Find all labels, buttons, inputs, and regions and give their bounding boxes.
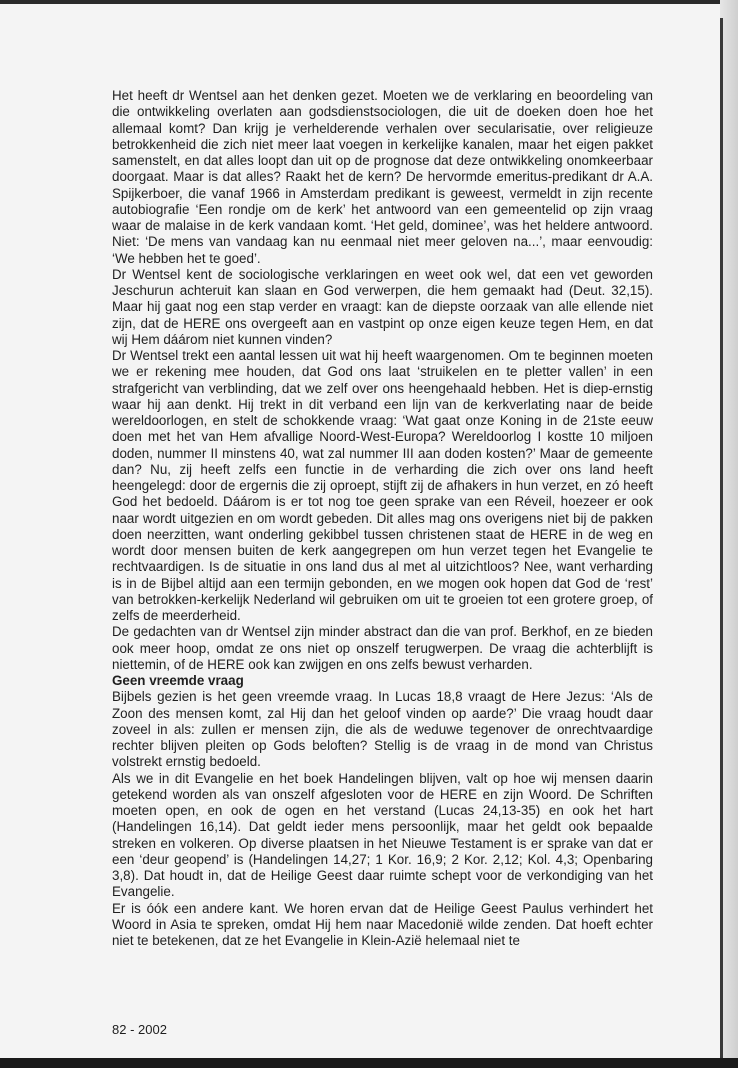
scan-right-edge bbox=[720, 0, 738, 1068]
page-number: 82 - 2002 bbox=[112, 1022, 167, 1037]
paragraph-1: Het heeft dr Wentsel aan het denken gezet. Moeten we de verklaring en beoordeling van die ontwikkeling overlaten aan godsdienstsociologen, die uit de doeken doen hoe het allemaal komt? Dan krijg je verhelderende verhalen over secularisatie, over religieuze betrokkenheid die zich niet meer laat voegen in kerkelijke kanalen, maar het eigen pakket samenstelt, en dat alles loopt dan uit op de prognose dat deze ontwikkeling onomkeerbaar doorgaat. Maar is dat alles? Raakt het de kern? De hervormde emeritus-predikant dr A.A. Spijkerboer, die vanaf 1966 in Amsterdam predikant is geweest, vermeldt in zijn recente autobiografie ‘Een rondje om de kerk’ het antwoord van een gemeentelid op zijn vraag waar de malaise in de kerk vandaan komt. ‘Het geld, dominee’, was het heldere antwoord. Niet: ‘De mens van vandaag kan nu eenmaal niet meer geloven na...’, maar eenvoudig: ‘We hebben het te goed’. bbox=[112, 88, 653, 266]
scan-top-edge bbox=[0, 0, 738, 4]
paragraph-3: Dr Wentsel trekt een aantal lessen uit wat hij heeft waargenomen. Om te beginnen moeten we er rekening mee houden, dat God ons laat ‘struikelen en te pletter vallen’ in een strafgericht van verblinding, dat we zelf over ons heengehaald hebben. Het is diep-ernstig waar hij aan denkt. Hij trekt in dit verband een lijn van de kerkverlating naar de beide wereldoorlogen, en stelt de schokkende vraag: ‘Wat gaat onze Koning in de 21ste eeuw doen met het van Hem afvallige Noord-West-Europa? Wereldoorlog I kostte 10 miljoen doden, nummer II minstens 40, wat zal nummer III aan doden kosten?’ Maar de gemeente dan? Nu, zij heeft zelfs een functie in de verharding die zich over ons land heeft heengelegd: door de ergernis die zij oproept, stijft zij de afhakers in hun verzet, en zó heeft God het bedoeld. Dáárom is er tot nog toe geen sprake van een Réveil, hoezeer er ook naar wordt uitgezien en om wordt gebeden. Dit alles mag ons overigens niet bij de pakken doen neerzitten, want onderling gekibbel tussen christenen staat de HERE in de weg en wordt door mensen buiten de kerk aangegrepen om hun verzet tegen het Evangelie te rechtvaardigen. Is de situatie in ons land dus al met al uitzichtloos? Nee, want verharding is in de Bijbel altijd aan een termijn gebonden, en we mogen ook hopen dat God de ‘rest’ van betrokken-kerkelijk Nederland wil gebruiken om uit te groeien tot een grotere groep, of zelfs de meerderheid. bbox=[112, 348, 653, 623]
paragraph-7: Er is óók een andere kant. We horen ervan dat de Heilige Geest Paulus verhindert het Woord in Asia te spreken, omdat Hij hem naar Macedonië wilde zenden. Dat hoeft echter niet te betekenen, dat ze het Evangelie in Klein-Azië helemaal niet te bbox=[112, 900, 653, 948]
paragraph-6: Als we in dit Evangelie en het boek Handelingen blijven, valt op hoe wij mensen daarin getekend worden als van onszelf afgesloten voor de HERE en zijn Woord. De Schriften moeten open, en ook de ogen en het verstand (Lucas 24,13-35) en ook het hart (Handelingen 16,14). Dat geldt ieder mens persoonlijk, maar het geldt ook bepaalde streken en volkeren. Op diverse plaatsen in het Nieuwe Testament is er sprake van dat er een ‘deur geopend’ is (Handelingen 14,27; 1 Kor. 16,9; 2 Kor. 2,12; Kol. 4,3; Openbaring 3,8). Dat houdt in, dat de Heilige Geest daar ruimte schept voor de verkondiging van het Evangelie. bbox=[112, 770, 653, 900]
scan-bottom-edge bbox=[0, 1058, 738, 1068]
article-body bbox=[112, 88, 653, 949]
paragraph-2: Dr Wentsel kent de sociologische verklaringen en weet ook wel, dat een vet geworden Jeschurun achteruit kan slaan en God verwerpen, die hem gemaakt had (Deut. 32,15). Maar hij gaat nog een stap verder en vraagt: kan de diepste oorzaak van alle ellende niet zijn, dat de HERE ons overgeeft aan en vastpint op onze eigen keuze tegen Hem, en dat wij Hem dáárom niet kunnen vinden? bbox=[112, 266, 653, 347]
section-heading: Geen vreemde vraag bbox=[112, 673, 244, 688]
paragraph-4: De gedachten van dr Wentsel zijn minder abstract dan die van prof. Berkhof, en ze bieden ook meer hoop, omdat ze ons niet op onszelf terugwerpen. De vraag die achterblijft is niettemin, of de HERE ook kan zwijgen en ons zelfs bewust verharden. bbox=[112, 624, 653, 672]
paragraph-5: Bijbels gezien is het geen vreemde vraag. In Lucas 18,8 vraagt de Here Jezus: ‘Als de Zoon des mensen komt, zal Hij dan het geloof vinden op aarde?’ Die vraag houdt daar zoveel in als: zullen er mensen zijn, die als de weduwe tegenover de onrechtvaardige rechter blijven pleiten op Gods beloften? Stellig is de vraag in de mond van Christus volstrekt ernstig bedoeld. bbox=[112, 689, 653, 770]
